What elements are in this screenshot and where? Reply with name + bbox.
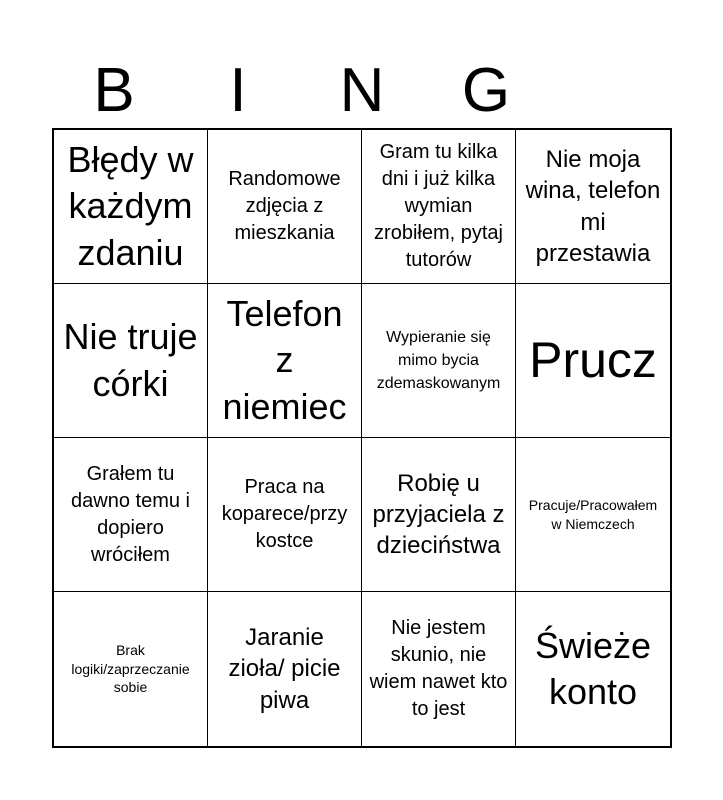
cell-text: Telefon z niemiec — [222, 293, 347, 427]
cell-text: Błędy w każdym zdaniu — [67, 139, 194, 273]
bingo-cell[interactable] — [362, 438, 516, 592]
cell-text: Grałem tu dawno temu i dopiero wróciłem — [71, 462, 190, 566]
bingo-cell[interactable] — [362, 284, 516, 438]
header-letter-b: B — [93, 56, 135, 125]
cell-text: Prucz — [529, 332, 657, 388]
cell-text: Robię u przyjaciela z dzieciństwa — [372, 469, 505, 560]
cell-text: Praca na koparece/przy kostce — [221, 476, 348, 552]
cell-text: Randomowe zdjęcia z mieszkania — [228, 168, 341, 244]
bingo-cell[interactable] — [516, 130, 670, 284]
bingo-cell[interactable] — [516, 438, 670, 592]
cell-text: Wypieranie się mimo bycia zdemaskowanym — [376, 328, 501, 393]
cell-text: Brak logiki/zaprzeczanie sobie — [71, 641, 190, 696]
bingo-cell[interactable] — [362, 130, 516, 284]
bingo-cell[interactable] — [208, 438, 362, 592]
cell-text: Świeże konto — [534, 624, 652, 712]
header-letter-empty — [548, 58, 672, 124]
bingo-cell[interactable] — [516, 592, 670, 746]
bingo-cell[interactable] — [516, 284, 670, 438]
header-letter-i: I — [229, 56, 247, 125]
bingo-cell[interactable] — [54, 284, 208, 438]
cell-text: Nie truje córki — [63, 316, 198, 404]
bingo-board — [52, 128, 672, 748]
bingo-cell[interactable] — [208, 130, 362, 284]
header-letter-g: G — [461, 56, 511, 125]
bingo-cell[interactable] — [54, 592, 208, 746]
bingo-cell[interactable] — [362, 592, 516, 746]
bingo-cell[interactable] — [54, 130, 208, 284]
header-letter-n: N — [339, 56, 385, 125]
cell-text: Pracuje/Pracowałem w Niemczech — [528, 496, 658, 532]
bingo-cell[interactable] — [54, 438, 208, 592]
bingo-cell[interactable] — [208, 592, 362, 746]
cell-text: Nie jestem skunio, nie wiem nawet kto to jest — [369, 617, 508, 720]
bingo-header — [52, 58, 672, 124]
bingo-cell[interactable] — [208, 284, 362, 438]
cell-text: Jaranie zioła/ picie piwa — [228, 624, 341, 714]
cell-text: Nie moja wina, telefon mi przestawia — [525, 146, 661, 267]
cell-text: Gram tu kilka dni i już kilka wymian zrobiłem, pytaj tutorów — [374, 141, 503, 271]
